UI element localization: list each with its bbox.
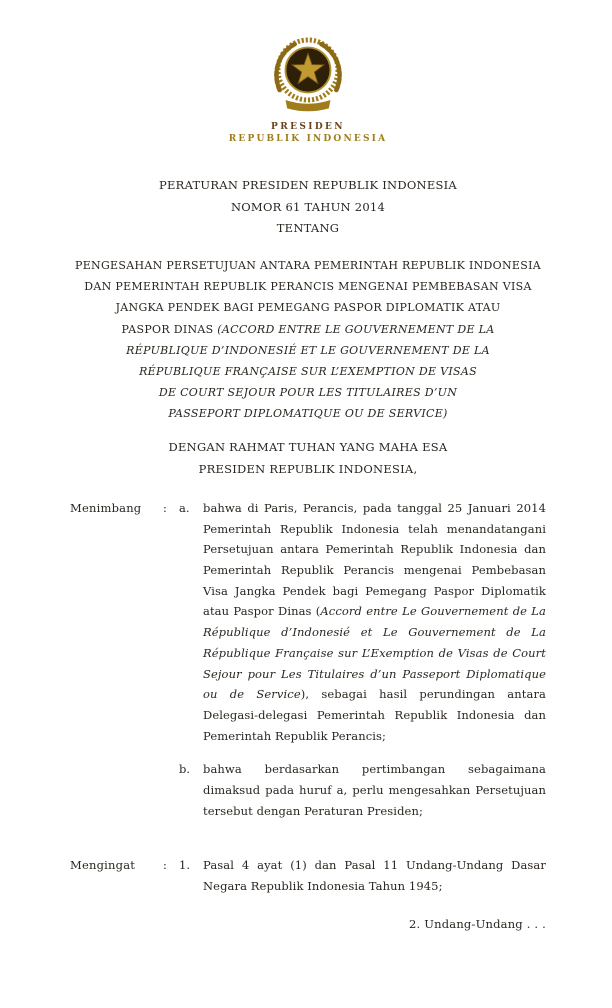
subject-line: JANGKA PENDEK BAGI PEMEGANG PASPOR DIPLOMATIK ATAU	[115, 301, 501, 315]
presidential-seal-icon	[258, 30, 358, 120]
menimbang-row-b	[70, 759, 546, 821]
continuation-catchword: 2. Undang-Undang . . .	[408, 916, 546, 931]
letterhead-text	[70, 122, 546, 145]
mengingat-label: Mengingat	[70, 858, 136, 873]
subject-line: RÉPUBLIQUE FRANÇAISE SUR L’EXEMPTION DE VISAS	[139, 364, 477, 378]
mengingat-item-1-text: Pasal 4 ayat (1) dan Pasal 11 Undang-Undang Dasar Negara Republik Indonesia Tahun 1945;	[203, 858, 546, 894]
menimbang-label: Menimbang	[70, 501, 142, 516]
regulation-number: NOMOR 61 TAHUN 2014	[230, 199, 386, 214]
item-marker-1: 1.	[179, 858, 190, 873]
preamble	[70, 440, 546, 476]
menimbang-colon: :	[163, 501, 167, 516]
mengingat-row-1	[70, 855, 546, 896]
mengingat-colon: :	[163, 858, 167, 873]
rahmat-line: DENGAN RAHMAT TUHAN YANG MAHA ESA	[168, 440, 448, 455]
presiden-line: PRESIDEN REPUBLIK INDONESIA,	[198, 462, 418, 477]
subject-line: PASSEPORT DIPLOMATIQUE OU DE SERVICE)	[168, 406, 448, 420]
subject-line: PENGESAHAN PERSETUJUAN ANTARA PEMERINTAH REPUBLIK INDONESIA	[75, 259, 541, 273]
subject-line: DAN PEMERINTAH REPUBLIK PERANCIS MENGENAI PEMBEBASAN VISA	[84, 280, 532, 294]
regulation-title: PERATURAN PRESIDEN REPUBLIK INDONESIA	[159, 178, 457, 193]
menimbang-item-a-text: bahwa di Paris, Perancis, pada tanggal 25 Januari 2014 Pemerintah Republik Indonesia telah menandatangani Persetujuan antara Pemerintah Republik Indonesia dan Pemerintah Republik Perancis mengenai Pembebasan Visa Jangka Pendek bagi Pemegang Paspor Diplomatik atau Paspor Dinas (Accord entre Le Gouvernement de La République d’Indonesié et Le Gouvernement de La République Française sur L’Exemption de Visas de Court Sejour pour Les Titulaires d’un Passeport Diplomatique ou de Service), sebagai hasil perundingan antara Delegasi-delegasi Pemerintah Republik Indonesia dan Pemerintah Republik Perancis;	[203, 501, 547, 743]
menimbang-item-b-text: bahwa berdasarkan pertimbangan sebagaimana dimaksud pada huruf a, perlu mengesahkan Persetujuan tersebut dengan Peraturan Presiden;	[203, 762, 546, 818]
item-marker-b: b.	[179, 762, 191, 777]
letterhead	[70, 30, 546, 145]
subject-line: RÉPUBLIQUE D’INDONESIÉ ET LE GOUVERNEMENT DE LA	[126, 343, 490, 357]
regulation-subject	[70, 255, 546, 424]
menimbang-row-a	[70, 498, 546, 746]
item-marker-a: a.	[179, 501, 190, 516]
subject-line: PASPOR DINAS (ACCORD ENTRE LE GOUVERNEMENT DE LA	[121, 322, 495, 336]
regulation-title-block	[70, 175, 546, 239]
letterhead-republik-indonesia: REPUBLIK INDONESIA	[228, 133, 388, 144]
letterhead-presiden: PRESIDEN	[271, 122, 345, 132]
tentang-label: TENTANG	[276, 220, 340, 235]
subject-line: DE COURT SEJOUR POUR LES TITULAIRES D’UN	[158, 385, 458, 399]
